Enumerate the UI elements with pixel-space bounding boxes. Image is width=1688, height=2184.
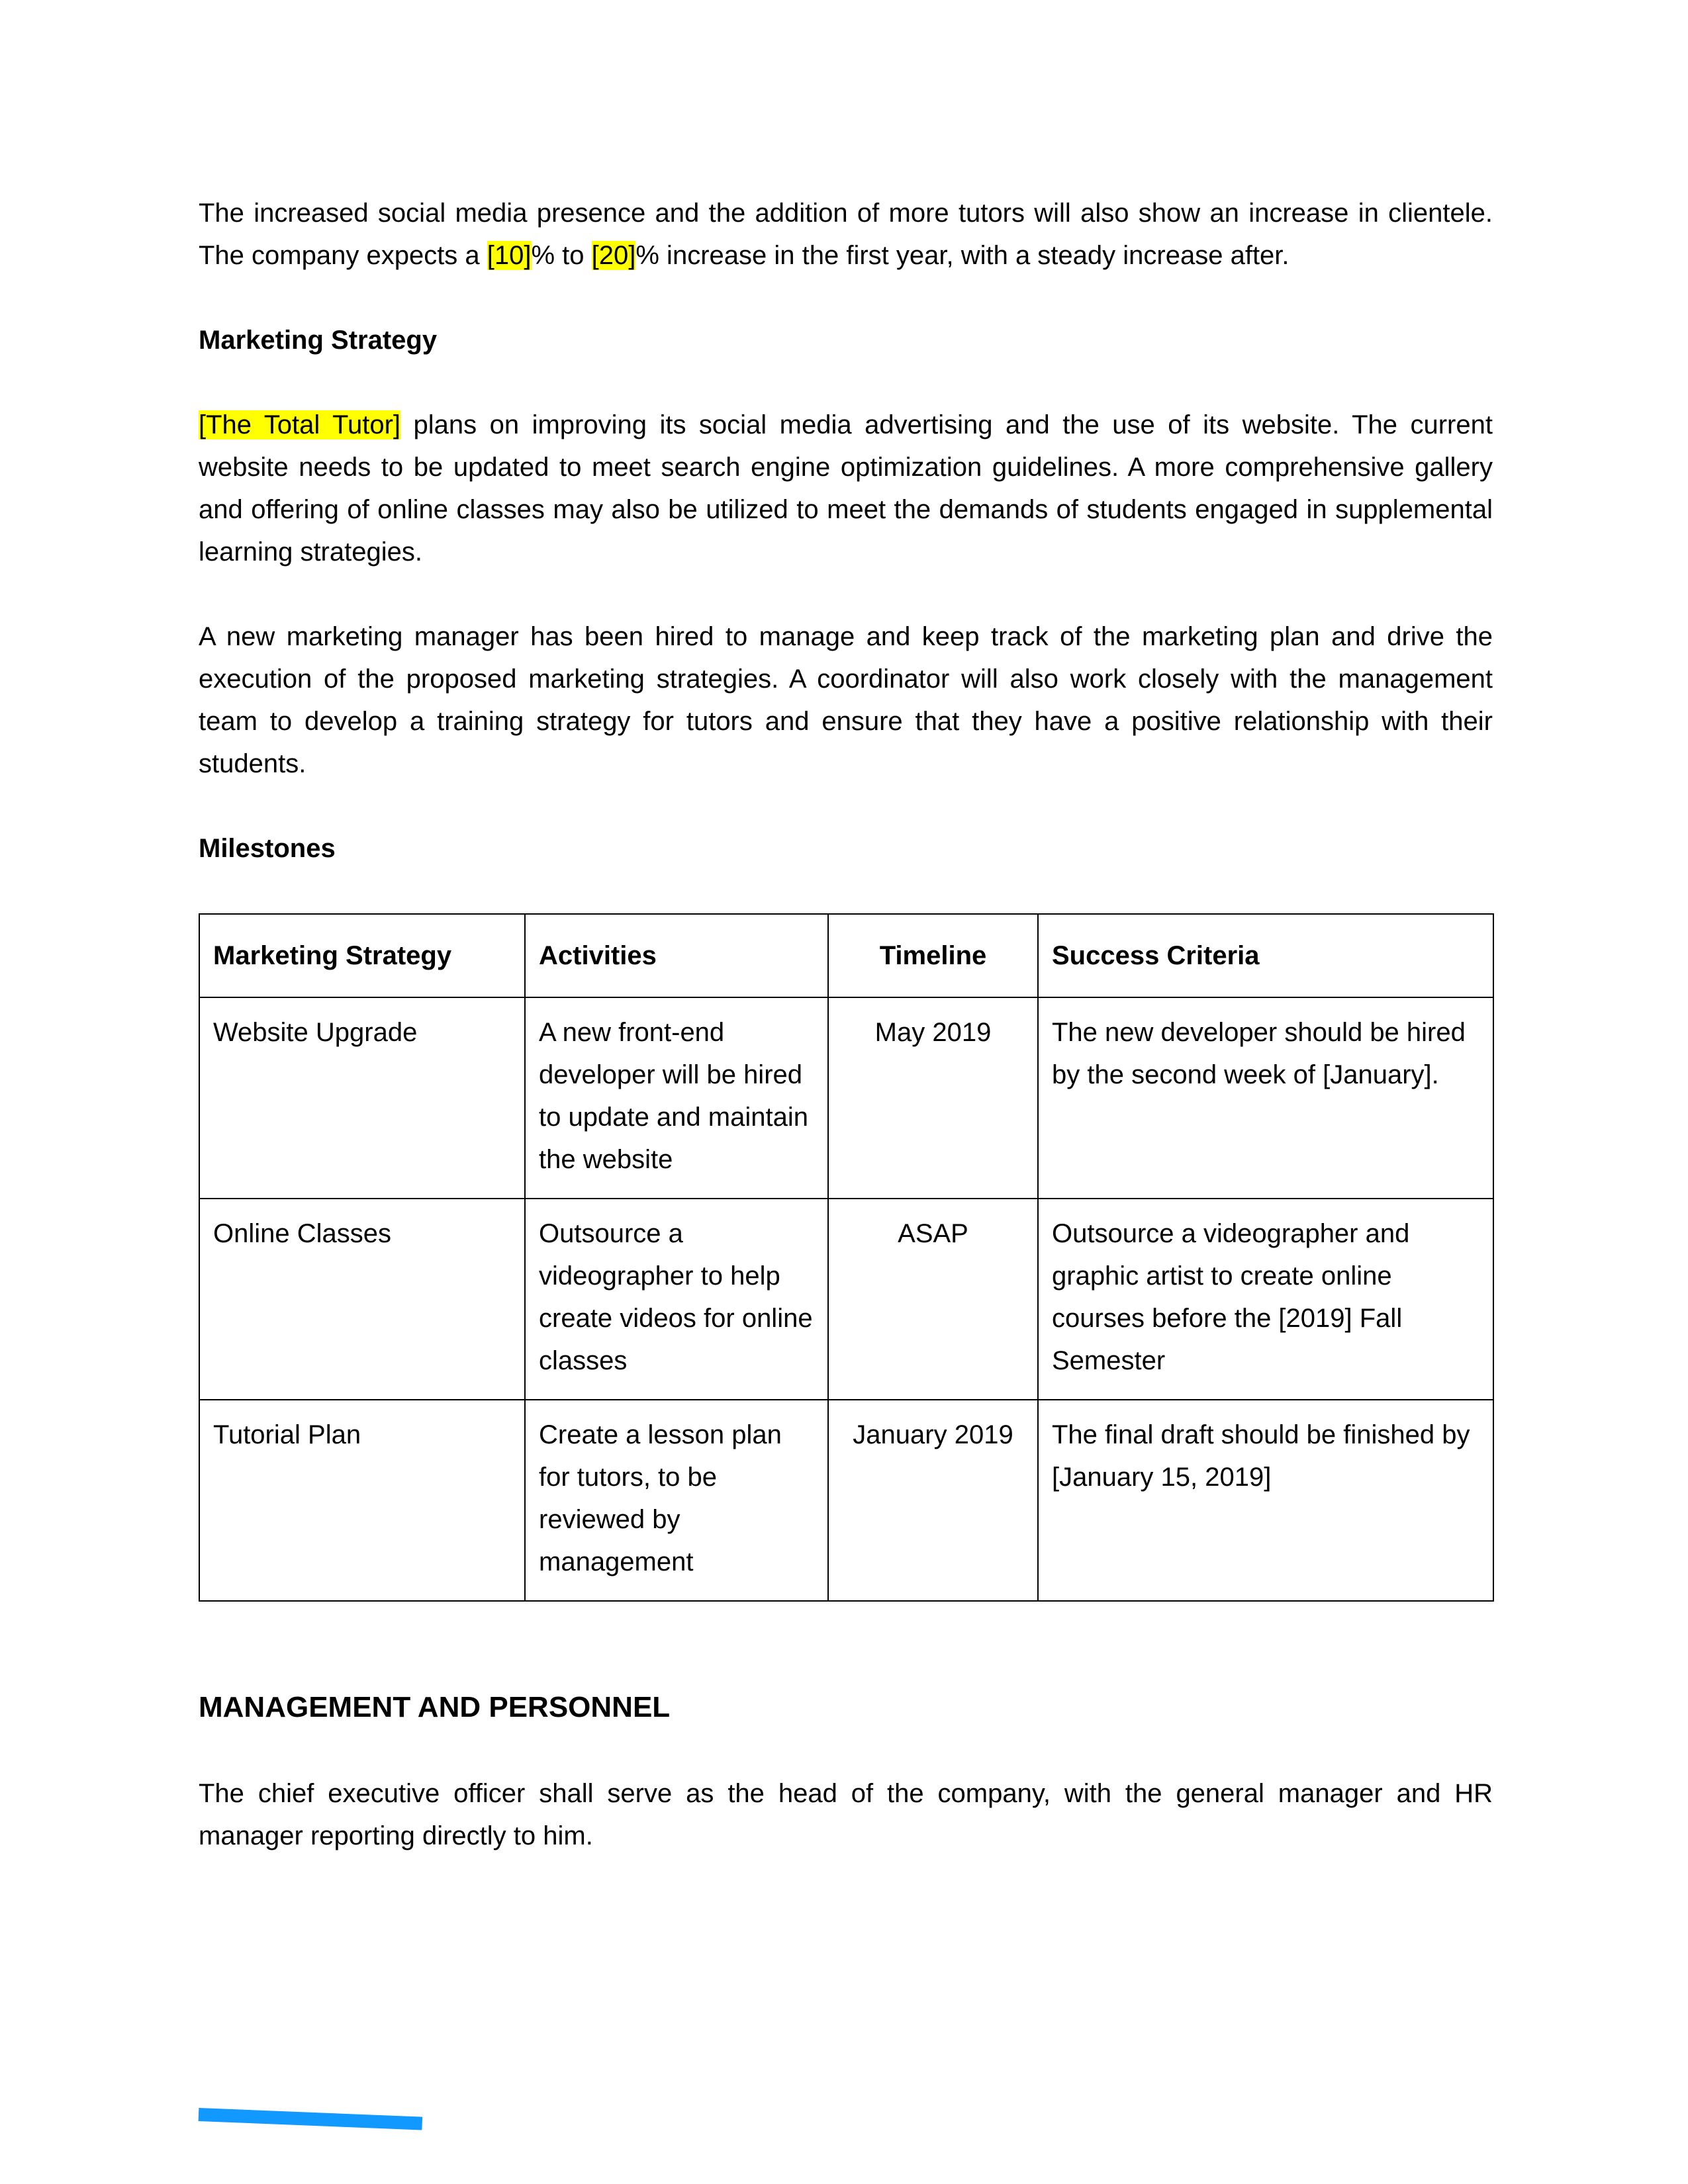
milestones-table [199, 913, 1494, 1602]
marketing-paragraph-1-text: plans on improving its social media advertising and the use of its website. The current website needs to be updated to meet search engine optimization guidelines. A more comprehensive gallery and offering of online classes may also be utilized to meet the demands of students engaged in supplemental learning strategies. [199, 410, 1493, 567]
table-row [199, 997, 1493, 1199]
cell-timeline: January 2019 [828, 1400, 1038, 1601]
marketing-paragraph-2: A new marketing manager has been hired to manage and keep track of the marketing plan and drive the execution of the proposed marketing strategies. A coordinator will also work closely with the management team to develop a training strategy for tutors and ensure that they have a positive relationship with their students. [199, 622, 1493, 778]
intro-text-1: The increased social media presence and the addition of more tutors will also show an increase in clientele. The company expects a [199, 199, 1493, 270]
cell-activities: A new front-end developer will be hired to update and maintain the website [525, 997, 828, 1199]
marketing-paragraph-1 [199, 404, 1493, 573]
accent-bar [199, 2108, 423, 2130]
highlight-high-percent: [20] [591, 241, 636, 270]
cell-activities: Outsource a videographer to help create videos for online classes [525, 1199, 828, 1400]
intro-text-2: % to [531, 241, 592, 270]
table-row [199, 1400, 1493, 1601]
cell-success-criteria: Outsource a videographer and graphic artist to create online courses before the [2019] Fall Semester [1038, 1199, 1493, 1400]
cell-success-criteria: The final draft should be finished by [January 15, 2019] [1038, 1400, 1493, 1601]
intro-text-3: % increase in the first year, with a steady increase after. [635, 241, 1289, 270]
cell-activities: Create a lesson plan for tutors, to be reviewed by management [525, 1400, 828, 1601]
cell-timeline: ASAP [828, 1199, 1038, 1400]
cell-strategy: Website Upgrade [199, 997, 525, 1199]
header-timeline: Timeline [828, 914, 1038, 997]
header-activities: Activities [525, 914, 828, 997]
management-heading: MANAGEMENT AND PERSONNEL [199, 1691, 671, 1723]
highlight-company-name: [The Total Tutor] [199, 410, 401, 439]
management-paragraph: The chief executive officer shall serve as the head of the company, with the general manager and HR manager reporting directly to him. [199, 1779, 1493, 1850]
highlight-low-percent: [10] [487, 241, 532, 270]
cell-timeline: May 2019 [828, 997, 1038, 1199]
document-page [199, 192, 1493, 1857]
header-marketing-strategy: Marketing Strategy [199, 914, 525, 997]
milestones-heading: Milestones [199, 834, 336, 863]
marketing-strategy-heading: Marketing Strategy [199, 326, 438, 355]
table-row [199, 1199, 1493, 1400]
cell-strategy: Tutorial Plan [199, 1400, 525, 1601]
cell-strategy: Online Classes [199, 1199, 525, 1400]
table-header-row [199, 914, 1493, 997]
cell-success-criteria: The new developer should be hired by the second week of [January]. [1038, 997, 1493, 1199]
header-success-criteria: Success Criteria [1038, 914, 1493, 997]
intro-paragraph [199, 192, 1493, 277]
